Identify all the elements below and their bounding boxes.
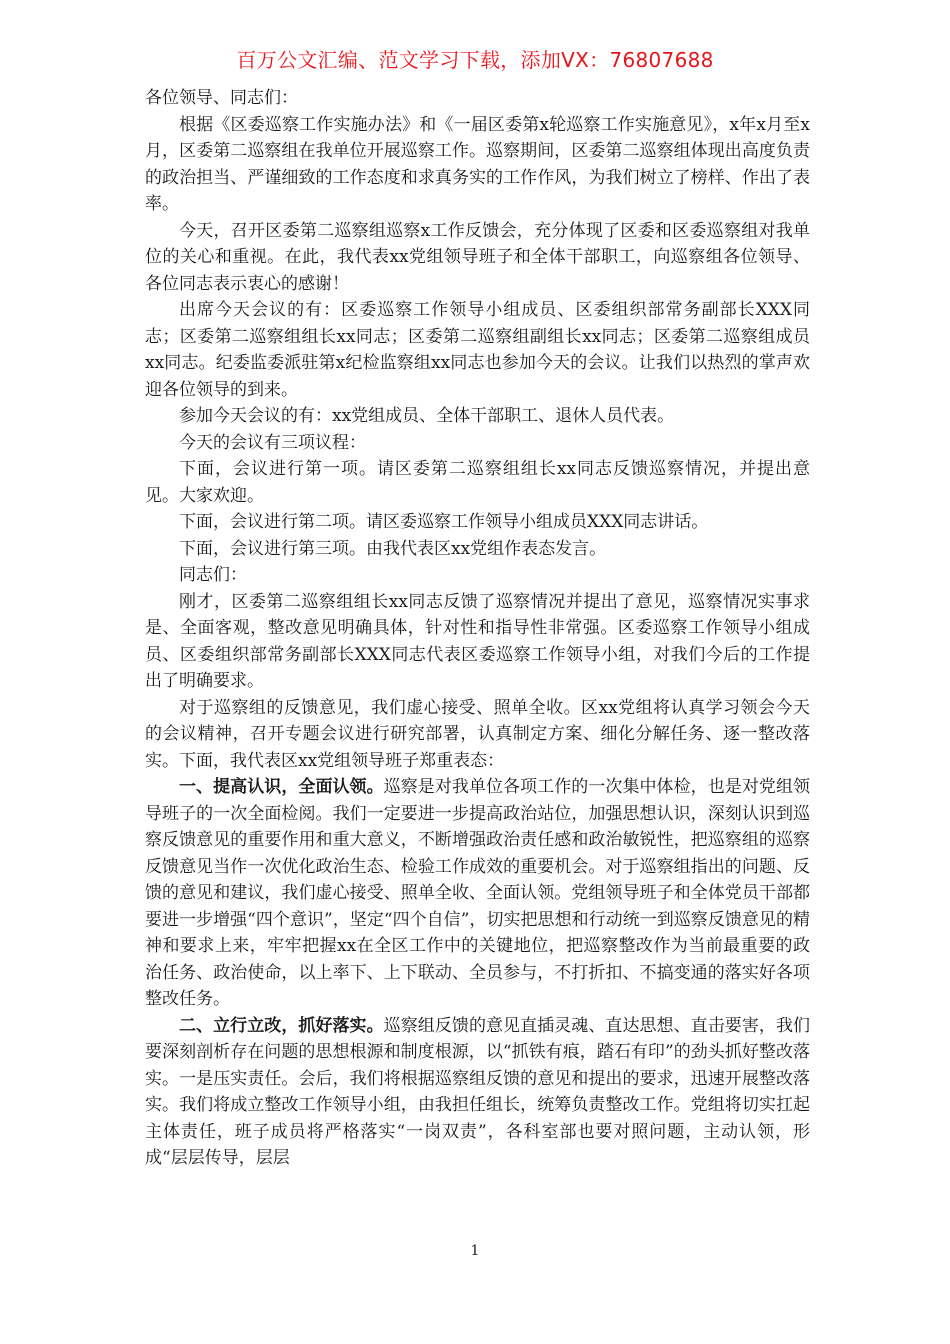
paragraph-2: 今天，召开区委第二巡察组巡察x工作反馈会，充分体现了区委和区委巡察组对我单位的关心和重视。在此，我代表xx党组领导班子和全体干部职工，向巡察组各位领导、各位同志表示衷心的感谢！ — [145, 220, 810, 294]
download-banner: 百万公文汇编、范文学习下载，添加VX：76807688 — [236, 48, 714, 72]
paragraph-9: 同志们： — [179, 565, 247, 585]
paragraph-6: 下面，会议进行第一项。请区委第二巡察组组长xx同志反馈巡察情况，并提出意见。大家欢迎。 — [145, 459, 810, 506]
paragraph-8: 下面，会议进行第三项。由我代表区xx党组作表态发言。 — [179, 538, 607, 559]
section-2 — [145, 1013, 810, 1172]
document-body — [145, 85, 810, 1172]
page-number: 1 — [470, 1243, 480, 1259]
paragraph-5: 今天的会议有三项议程： — [179, 432, 366, 453]
paragraph-3: 出席今天会议的有：区委巡察工作领导小组成员、区委组织部常务副部长XXX同志；区委第二巡察组组长xx同志；区委第二巡察组副组长xx同志；区委第二巡察组成员xx同志。纪委监委派驻第x纪检监察组xx同志也参加今天的会议。让我们以热烈的掌声欢迎各位领导的到来。 — [145, 300, 810, 400]
salutation: 各位领导、同志们： — [145, 88, 298, 108]
paragraph-7: 下面，会议进行第二项。请区委巡察工作领导小组成员XXX同志讲话。 — [179, 512, 709, 532]
paragraph-10: 刚才，区委第二巡察组组长xx同志反馈了巡察情况并提出了意见，巡察情况实事求是、全面客观，整改意见明确具体，针对性和指导性非常强。区委巡察工作领导小组成员、区委组织部常务副部长XXX同志代表区委巡察工作领导小组，对我们今后的工作提出了明确要求。 — [145, 591, 810, 691]
section-1-text: 巡察是对我单位各项工作的一次集中体检，也是对党组领导班子的一次全面检阅。我们一定要进一步提高政治站位，加强思想认识，深刻认识到巡察反馈意见的重要作用和重大意义，不断增强政治责任感和政治敏锐性，把巡察组的巡察反馈意见当作一次优化政治生态、检验工作成效的重要机会。对于巡察组指出的问题、反馈的意见和建议，我们虚心接受、照单全收、全面认领。党组领导班子和全体党员干部都要进一步增强“四个意识”，坚定“四个自信”，切实把思想和行动统一到巡察反馈意见的精神和要求上来，牢牢把握xx在全区工作中的关键地位，把巡察整改作为当前最重要的政治任务、政治使命，以上率下、上下联动、全员参与，不打折扣、不搞变通的落实好各项整改任务。 — [145, 777, 811, 1009]
section-1-heading: 一、提高认识，全面认领。 — [179, 777, 384, 797]
section-2-heading: 二、立行立改，抓好落实。 — [179, 1015, 384, 1036]
paragraph-11: 对于巡察组的反馈意见，我们虚心接受、照单全收。区xx党组将认真学习领会今天的会议精神，召开专题会议进行研究部署，认真制定方案、细化分解任务、逐一整改落实。下面，我代表区xx党组领导班子郑重表态： — [145, 697, 810, 771]
paragraph-4: 参加今天会议的有：xx党组成员、全体干部职工、退休人员代表。 — [179, 406, 675, 426]
section-1 — [145, 774, 810, 1013]
section-2-text: 巡察组反馈的意见直插灵魂、直达思想、直击要害，我们要深刻剖析存在问题的思想根源和制度根源，以“抓铁有痕，踏石有印”的劲头抓好整改落实。一是压实责任。会后，我们将根据巡察组反馈的意见和提出的要求，迅速开展整改落实。我们将成立整改工作领导小组，由我担任组长，统筹负责整改工作。党组将切实扛起主体责任，班子成员将严格落实“一岗双责”，各科室部也要对照问题，主动认领，形成“层层传导，层层 — [145, 1015, 811, 1168]
paragraph-1: 根据《区委巡察工作实施办法》和《一届区委第x轮巡察工作实施意见》，x年x月至x月，区委第二巡察组在我单位开展巡察工作。巡察期间，区委第二巡察组体现出高度负责的政治担当、严谨细致的工作态度和求真务实的工作作风，为我们树立了榜样、作出了表率。 — [145, 114, 810, 214]
